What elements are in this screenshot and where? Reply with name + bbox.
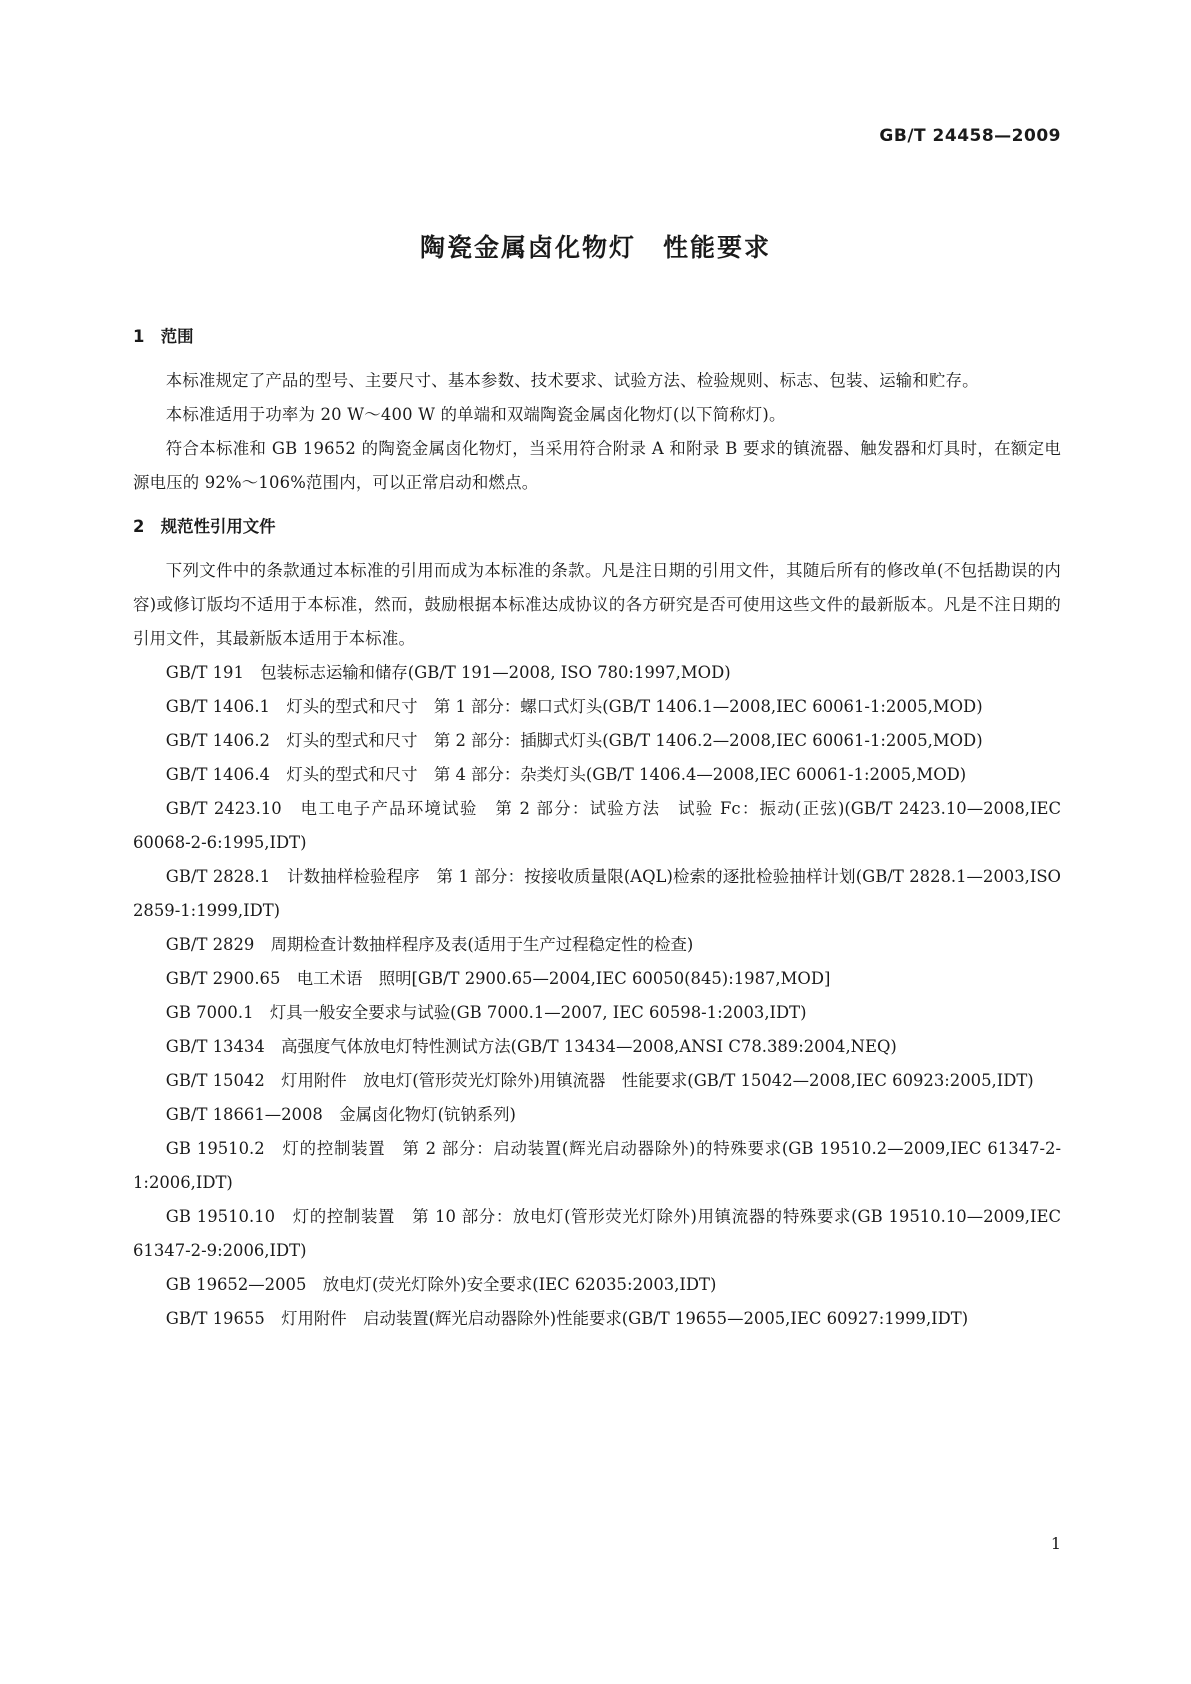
reference-item: GB/T 2829 周期检查计数抽样程序及表(适用于生产过程稳定性的检查) (165, 935, 694, 954)
document-title: 陶瓷金属卤化物灯 性能要求 (419, 233, 771, 262)
reference-item: GB 19652—2005 放电灯(荧光灯除外)安全要求(IEC 62035:2003,IDT) (165, 1275, 717, 1294)
scope-paragraph: 符合本标准和 GB 19652 的陶瓷金属卤化物灯，当采用符合附录 A 和附录 B 要求的镇流器、触发器和灯具时，在额定电源电压的 92%～106%范围内，可以正常启动和燃点。 (133, 439, 1061, 492)
section-heading-references: 2 规范性引用文件 (133, 517, 276, 536)
references-intro: 下列文件中的条款通过本标准的引用而成为本标准的条款。凡是注日期的引用文件，其随后所有的修改单(不包括勘误的内容)或修订版均不适用于本标准，然而，鼓励根据本标准达成协议的各方研究是否可使用这些文件的最新版本。凡是不注日期的引用文件，其最新版本适用于本标准。 (133, 561, 1061, 648)
reference-item: GB/T 18661—2008 金属卤化物灯(钪钠系列) (165, 1105, 516, 1124)
reference-item: GB/T 1406.2 灯头的型式和尺寸 第 2 部分：插脚式灯头(GB/T 1406.2—2008,IEC 60061-1:2005,MOD) (165, 731, 983, 750)
reference-item: GB/T 15042 灯用附件 放电灯(管形荧光灯除外)用镇流器 性能要求(GB/T 15042—2008,IEC 60923:2005,IDT) (165, 1071, 1034, 1090)
reference-item: GB/T 1406.1 灯头的型式和尺寸 第 1 部分：螺口式灯头(GB/T 1406.1—2008,IEC 60061-1:2005,MOD) (165, 697, 983, 716)
reference-item: GB/T 2828.1 计数抽样检验程序 第 1 部分：按接收质量限(AQL)检索的逐批检验抽样计划(GB/T 2828.1—2003,ISO 2859-1:1999,IDT) (133, 867, 1067, 920)
reference-list (133, 656, 1067, 1336)
document-code: GB/T 24458—2009 (879, 126, 1061, 146)
reference-item: GB/T 2423.10 电工电子产品环境试验 第 2 部分：试验方法 试验 Fc：振动(正弦)(GB/T 2423.10—2008,IEC 60068-2-6:1995,IDT) (133, 799, 1067, 852)
section-heading-scope: 1 范围 (133, 327, 194, 346)
reference-item: GB 19510.2 灯的控制装置 第 2 部分：启动装置(辉光启动器除外)的特殊要求(GB 19510.2—2009,IEC 61347-2-1:2006,IDT) (133, 1139, 1061, 1192)
page-number: 1 (1050, 1534, 1061, 1553)
reference-item: GB/T 2900.65 电工术语 照明[GB/T 2900.65—2004,IEC 60050(845):1987,MOD] (165, 969, 831, 988)
document-body (133, 320, 1067, 1336)
reference-item: GB 19510.10 灯的控制装置 第 10 部分：放电灯(管形荧光灯除外)用镇流器的特殊要求(GB 19510.10—2009,IEC 61347-2-9:2006,IDT) (133, 1207, 1067, 1260)
scope-paragraph: 本标准适用于功率为 20 W～400 W 的单端和双端陶瓷金属卤化物灯(以下简称灯)。 (165, 405, 786, 424)
reference-item: GB/T 1406.4 灯头的型式和尺寸 第 4 部分：杂类灯头(GB/T 1406.4—2008,IEC 60061-1:2005,MOD) (165, 765, 967, 784)
reference-item: GB/T 191 包装标志运输和储存(GB/T 191—2008, ISO 780:1997,MOD) (165, 663, 731, 682)
reference-item: GB/T 19655 灯用附件 启动装置(辉光启动器除外)性能要求(GB/T 19655—2005,IEC 60927:1999,IDT) (165, 1309, 969, 1328)
reference-item: GB 7000.1 灯具一般安全要求与试验(GB 7000.1—2007, IEC 60598-1:2003,IDT) (165, 1003, 807, 1022)
section-scope (133, 320, 1061, 500)
scope-paragraph: 本标准规定了产品的型号、主要尺寸、基本参数、技术要求、试验方法、检验规则、标志、包装、运输和贮存。 (165, 371, 979, 390)
section-normative-references (133, 510, 1067, 1336)
reference-item: GB/T 13434 高强度气体放电灯特性测试方法(GB/T 13434—2008,ANSI C78.389:2004,NEQ) (165, 1037, 897, 1056)
